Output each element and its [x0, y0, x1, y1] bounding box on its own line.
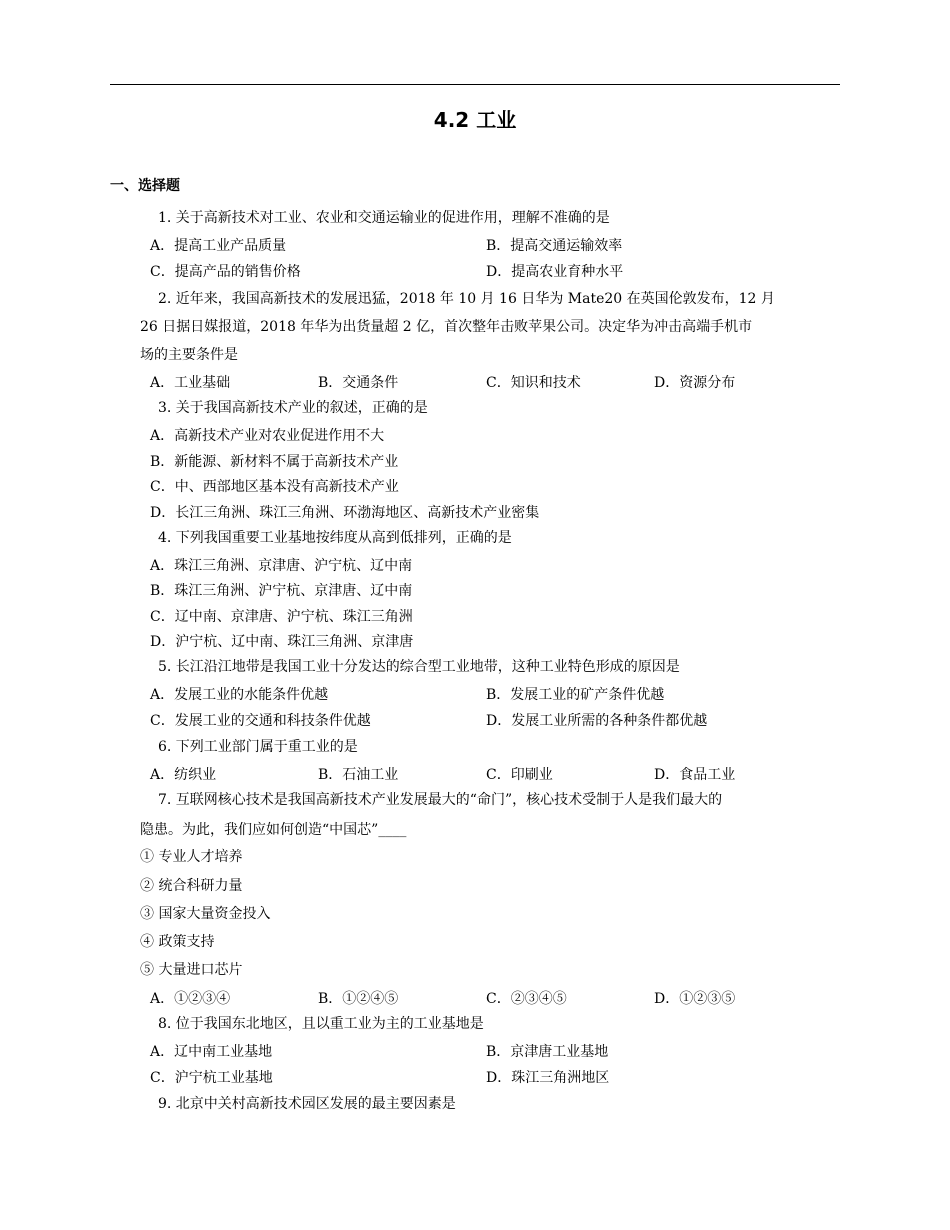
section-heading: 一、选择题 — [110, 178, 180, 194]
question-7-item-1: ① 专业人才培养 — [140, 849, 243, 865]
question-8-option-d: D．珠江三角洲地区 — [486, 1070, 610, 1086]
question-4-option-d: D．沪宁杭、辽中南、珠江三角洲、京津唐 — [150, 634, 414, 650]
question-7-option-c: C．②③④⑤ — [486, 991, 567, 1007]
question-3-option-c: C．中、西部地区基本没有高新技术产业 — [150, 479, 399, 495]
question-7-stem-line-1: 7. 互联网核心技术是我国高新技术产业发展最大的“命门”，核心技术受制于人是我们最大的 — [158, 792, 723, 808]
question-6-option-c: C．印刷业 — [486, 767, 553, 783]
question-1-option-c: C．提高产品的销售价格 — [150, 264, 301, 280]
question-2-stem-line-3: 场的主要条件是 — [140, 347, 238, 363]
question-7-item-4: ④ 政策支持 — [140, 934, 215, 950]
page-title: 4.2 工业 — [433, 108, 517, 132]
question-4-option-a: A．珠江三角洲、京津唐、沪宁杭、辽中南 — [150, 558, 413, 574]
question-7-item-2: ② 统合科研力量 — [140, 878, 243, 894]
question-3-stem: 3. 关于我国高新技术产业的叙述，正确的是 — [158, 400, 428, 416]
question-4-option-b: B．珠江三角洲、沪宁杭、京津唐、辽中南 — [150, 583, 413, 599]
question-3-option-a: A．高新技术产业对农业促进作用不大 — [150, 428, 385, 444]
question-5-option-a: A．发展工业的水能条件优越 — [150, 687, 329, 703]
question-3-option-b: B．新能源、新材料不属于高新技术产业 — [150, 454, 399, 470]
question-4-option-c: C．辽中南、京津唐、沪宁杭、珠江三角洲 — [150, 609, 413, 625]
question-7-item-3: ③ 国家大量资金投入 — [140, 906, 271, 922]
question-5-option-d: D．发展工业所需的各种条件都优越 — [486, 713, 708, 729]
question-2-stem-line-1: 2. 近年来，我国高新技术的发展迅猛，2018 年 10 月 16 日华为 Mate20 在英国伦敦发布，12 月 — [158, 291, 775, 307]
question-2-option-d: D．资源分布 — [654, 375, 736, 391]
question-5-option-c: C．发展工业的交通和科技条件优越 — [150, 713, 371, 729]
question-8-option-c: C．沪宁杭工业基地 — [150, 1070, 273, 1086]
question-1-option-d: D．提高农业育种水平 — [486, 264, 624, 280]
question-5-stem: 5. 长江沿江地带是我国工业十分发达的综合型工业地带，这种工业特色形成的原因是 — [158, 659, 680, 675]
question-6-option-a: A．纺织业 — [150, 767, 217, 783]
header-rule — [110, 84, 840, 85]
question-6-option-d: D．食品工业 — [654, 767, 736, 783]
question-8-stem: 8. 位于我国东北地区，且以重工业为主的工业基地是 — [158, 1016, 484, 1032]
question-5-option-b: B．发展工业的矿产条件优越 — [486, 687, 665, 703]
question-7-option-b: B．①②④⑤ — [318, 991, 399, 1007]
question-3-option-d: D．长江三角洲、珠江三角洲、环渤海地区、高新技术产业密集 — [150, 505, 540, 521]
question-4-stem: 4. 下列我国重要工业基地按纬度从高到低排列，正确的是 — [158, 530, 512, 546]
question-9-stem: 9. 北京中关村高新技术园区发展的最主要因素是 — [158, 1096, 456, 1112]
question-2-option-b: B．交通条件 — [318, 375, 399, 391]
question-6-stem: 6. 下列工业部门属于重工业的是 — [158, 739, 358, 755]
question-1-stem: 1. 关于高新技术对工业、农业和交通运输业的促进作用，理解不准确的是 — [158, 210, 610, 226]
question-7-option-d: D．①②③⑤ — [654, 991, 736, 1007]
question-8-option-a: A．辽中南工业基地 — [150, 1044, 273, 1060]
question-8-option-b: B．京津唐工业基地 — [486, 1044, 609, 1060]
question-2-option-a: A．工业基础 — [150, 375, 231, 391]
question-7-option-a: A．①②③④ — [150, 991, 231, 1007]
question-7-stem-line-2: 隐患。为此，我们应如何创造“中国芯”____ — [140, 822, 407, 838]
question-7-item-5: ⑤ 大量进口芯片 — [140, 962, 243, 978]
question-1-option-a: A．提高工业产品质量 — [150, 238, 287, 254]
question-2-option-c: C．知识和技术 — [486, 375, 581, 391]
question-1-option-b: B．提高交通运输效率 — [486, 238, 623, 254]
question-6-option-b: B．石油工业 — [318, 767, 399, 783]
question-2-stem-line-2: 26 日据日媒报道，2018 年华为出货量超 2 亿，首次整年击败苹果公司。决定华为冲击高端手机市 — [140, 319, 753, 335]
